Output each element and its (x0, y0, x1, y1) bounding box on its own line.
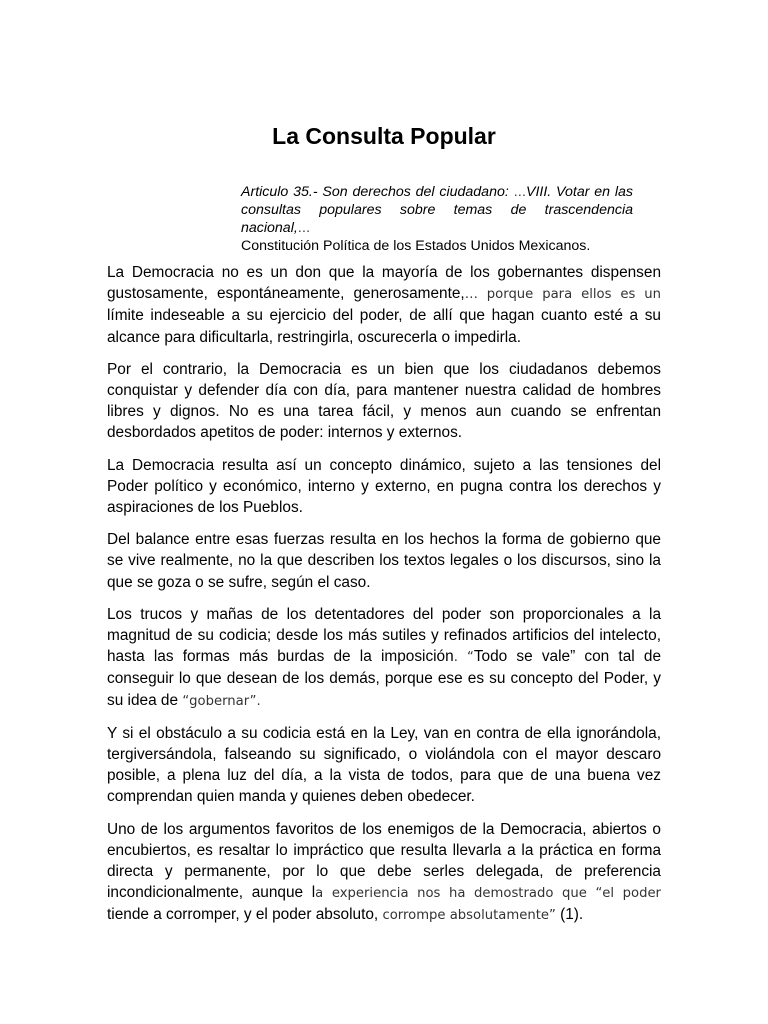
epigraph-source: Constitución Política de los Estados Unidos Mexicanos. (241, 237, 591, 254)
paragraph-text: Uno de los argumentos favoritos de los enemigos de la Democracia, abiertos o encubiertos, es resaltar lo impráctico que resulta llevarla a la práctica en forma directa y permanente, por lo que debe serles delegada, de preferencia incondicionalmente, aunque l (107, 820, 661, 902)
paragraph (107, 604, 661, 712)
paragraph-text: … porque para ellos es un (464, 287, 661, 303)
paragraph: Y si el obstáculo a su codicia está en la Ley, van en contra de ella ignorándola, tergiversándola, falseando su significado, o violándola con el mayor descaro posible, a plena luz del día, a la vista de todos, para que de una buena vez comprendan quien manda y quienes deben obedecer. (107, 724, 661, 806)
paragraph-text: La Democracia no es un don que la mayoría de los gobernantes dispensen gustosamente, espontáneamente, generosamente, (107, 264, 661, 303)
paragraph: Por el contrario, la Democracia es un bien que los ciudadanos debemos conquistar y defender día con día, para mantener nuestra calidad de hombres libres y dignos. No es una tarea fácil, y menos aun cuando se enfrentan desbordados apetitos de poder: internos y externos. (107, 360, 661, 442)
epigraph-text: Articulo 35.- Son derechos del ciudadano: (241, 184, 514, 200)
paragraph-text: Los trucos y mañas de los detentadores del poder son proporcionales a la magnitud de su codicia; desde los más sutiles y refinados artificios del intelecto, hasta las formas más burdas de la imposición (107, 605, 661, 666)
epigraph-ellipsis: … (297, 220, 311, 235)
paragraph (107, 819, 661, 927)
document-title: La Consulta Popular (272, 123, 496, 149)
paragraph-text: Todo se vale (473, 648, 571, 666)
document-body (107, 262, 661, 938)
paragraph-text: límite indeseable a su ejercicio del poder, de allí que hagan cuanto esté a su alcance para dificultarla, restringirla, oscurecerla o impedirla. (107, 307, 661, 346)
paragraph: La Democracia resulta así un concepto dinámico, sujeto a las tensiones del Poder político y económico, interno y externo, en pugna contra los derechos y aspiraciones de los Pueblos. (107, 456, 661, 517)
epigraph-text: VIII. Votar en las consultas populares sobre temas de trascendencia nacional, (241, 184, 633, 236)
epigraph-quote (241, 183, 633, 255)
paragraph-text: a experiencia nos ha demostrado que “el poder (315, 886, 661, 902)
paragraph-text: . “ (453, 650, 474, 666)
paragraph (107, 262, 661, 348)
paragraph: Del balance entre esas fuerzas resulta en los hechos la forma de gobierno que se vive realmente, no la que describen los textos legales o los discursos, sino la que se goza o se sufre, según el caso. (107, 531, 661, 591)
paragraph-text: ” con tal de conseguir lo que desean de los demás, porque ese es su concepto del Poder, y su idea de (107, 648, 661, 709)
paragraph-text: (1). (555, 906, 584, 924)
epigraph-ellipsis: … (513, 184, 527, 199)
paragraph-text: tiende a corromper, y el poder absoluto, (107, 906, 383, 924)
paragraph-text: corrompe absolutamente” (382, 908, 556, 924)
paragraph-text: “gobernar”. (182, 693, 261, 709)
